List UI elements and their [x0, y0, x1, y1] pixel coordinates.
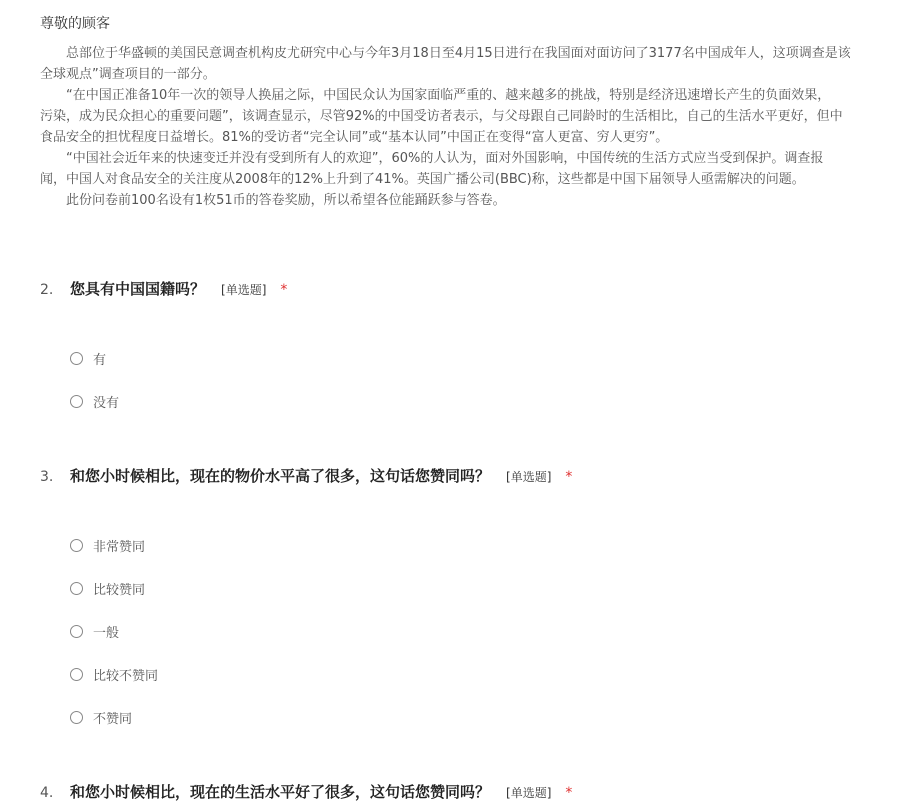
- option-list: [70, 524, 470, 739]
- option-you[interactable]: [70, 337, 470, 380]
- option-strongly-agree[interactable]: [70, 524, 470, 567]
- intro-paragraph: 污染，成为民众担心的重要问题”，该调查显示，尽管92%的中国受访者表示，与父母跟自己同龄时的生活相比，自己的生活水平更好，但中: [40, 109, 843, 124]
- option-agree[interactable]: [70, 567, 470, 610]
- required-marker: *: [565, 469, 573, 485]
- radio-button[interactable]: [70, 352, 83, 365]
- question-3: [40, 465, 900, 727]
- option-label: 非常赞同: [93, 540, 146, 555]
- question-title: [40, 278, 900, 299]
- option-strongly-disagree[interactable]: [70, 696, 470, 739]
- intro-paragraph: 此份问卷前100名设有1枚51币的答卷奖励，所以希望各位能踊跃参与答卷。: [66, 193, 506, 208]
- question-2: [40, 278, 900, 411]
- option-neutral[interactable]: [70, 610, 470, 653]
- option-label: 没有: [93, 396, 120, 411]
- option-label: 不赞同: [93, 712, 133, 727]
- radio-button[interactable]: [70, 711, 83, 724]
- question-type-label: [单选题]: [506, 786, 552, 800]
- intro-paragraph: 全球观点”调查项目的一部分。: [40, 67, 216, 82]
- option-label: 有: [93, 353, 107, 368]
- question-type-label: [单选题]: [221, 283, 267, 297]
- intro-paragraph: “中国社会近年来的快速变迁并没有受到所有人的欢迎”，60%的人认为，面对外国影响，中国传统的生活方式应当受到保护。调查报: [66, 151, 824, 166]
- question-title: [40, 781, 900, 802]
- radio-button[interactable]: [70, 395, 83, 408]
- radio-button[interactable]: [70, 539, 83, 552]
- question-text: 和您小时候相比，现在的物价水平高了很多，这句话您赞同吗？: [70, 467, 491, 485]
- option-list: [70, 337, 470, 423]
- option-label: 比较赞同: [93, 583, 146, 598]
- option-meiyou[interactable]: [70, 380, 470, 423]
- question-text: 您具有中国国籍吗？: [70, 280, 206, 298]
- intro-paragraph: 食品安全的担忧程度日益增长。81%的受访者“完全认同”或“基本认同”中国正在变得“富人更富、穷人更穷”。: [40, 130, 669, 145]
- option-label: 比较不赞同: [93, 669, 159, 684]
- required-marker: *: [565, 785, 573, 801]
- intro-paragraph: 闻，中国人对食品安全的关注度从2008年的12%上升到了41%。英国广播公司(BBC)称，这些都是中国下届领导人亟需解决的问题。: [40, 172, 805, 187]
- question-title: [40, 465, 900, 486]
- question-text: 和您小时候相比，现在的生活水平好了很多，这句话您赞同吗？: [70, 783, 491, 801]
- intro-paragraph: “在中国正准备10年一次的领导人换届之际，中国民众认为国家面临严重的、越来越多的挑战，特别是经济迅速增长产生的负面效果，: [66, 88, 831, 103]
- radio-button[interactable]: [70, 625, 83, 638]
- greeting: 尊敬的顾客: [40, 16, 110, 32]
- question-4: [40, 781, 900, 802]
- option-label: 一般: [93, 626, 120, 641]
- radio-button[interactable]: [70, 668, 83, 681]
- radio-button[interactable]: [70, 582, 83, 595]
- intro-paragraph: 总部位于华盛顿的美国民意调查机构皮尤研究中心与今年3月18日至4月15日进行在我国面对面访问了3177名中国成年人，这项调查是该: [66, 46, 851, 61]
- required-marker: *: [280, 282, 288, 298]
- question-number: 4.: [40, 785, 54, 801]
- option-disagree[interactable]: [70, 653, 470, 696]
- survey-intro: [40, 14, 900, 211]
- question-type-label: [单选题]: [506, 470, 552, 484]
- question-number: 3.: [40, 469, 54, 485]
- question-number: 2.: [40, 282, 54, 298]
